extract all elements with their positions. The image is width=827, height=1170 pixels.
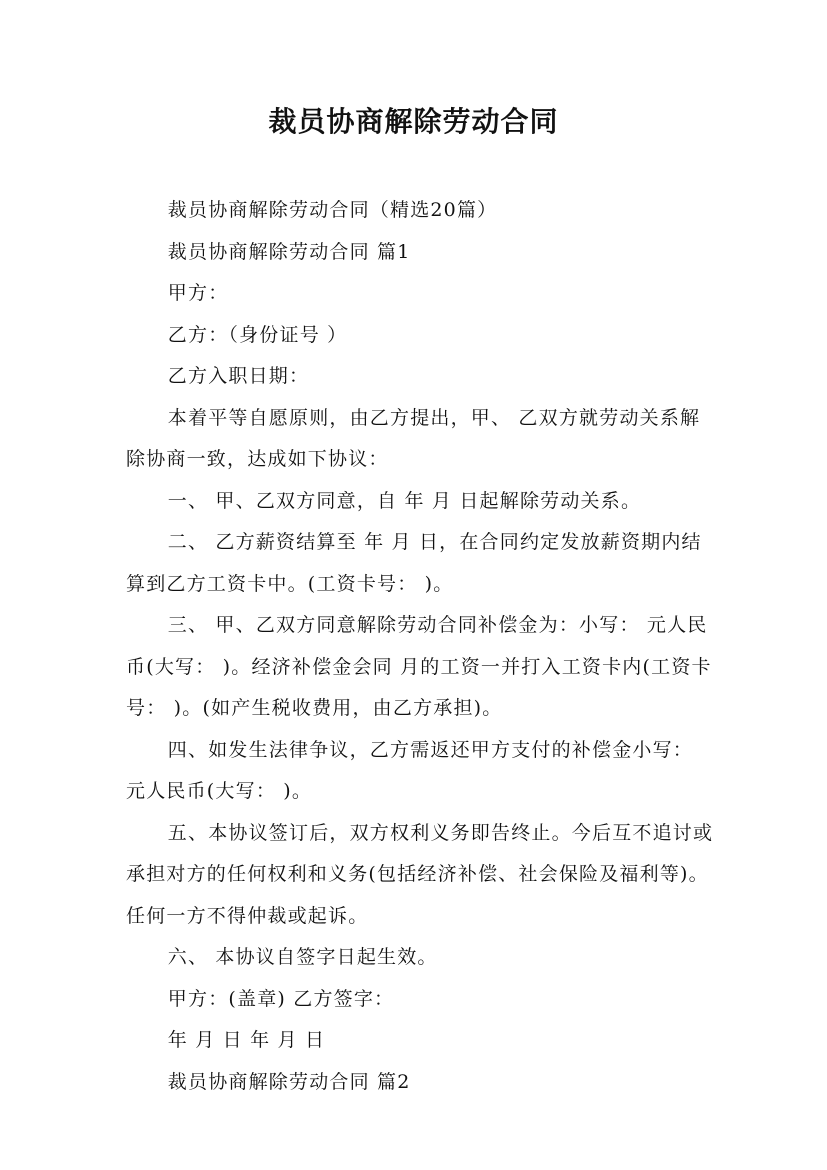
paragraph-collection-heading: 裁员协商解除劳动合同（精选20篇）: [167, 199, 498, 221]
paragraph-clause-3: 三、 甲、乙双方同意解除劳动合同补偿金为：小写： 元人民币(大写： )。经济补偿金会同 月的工资一并打入工资卡内(工资卡号： )。(如产生税收费用，由乙方承担)。: [126, 614, 712, 719]
document-title: 裁员协商解除劳动合同: [268, 105, 559, 138]
paragraph-article-2-heading: 裁员协商解除劳动合同 篇2: [167, 1070, 411, 1093]
paragraph-clause-1: 一、 甲、乙双方同意，自 年 月 日起解除劳动关系。: [167, 489, 642, 512]
paragraph-clause-2: 二、 乙方薪资结算至 年 月 日，在合同约定发放薪资期内结算到乙方工资卡中。(工资卡号： )。: [126, 531, 702, 595]
paragraph-clause-4: 四、如发生法律争议，乙方需返还甲方支付的补偿金小写： 元人民币(大写： )。: [126, 738, 693, 802]
paragraph-article-1-heading: 裁员协商解除劳动合同 篇1: [167, 240, 411, 263]
paragraph-entry-date: 乙方入职日期：: [167, 365, 310, 387]
paragraph-clause-5: 五、本协议签订后，双方权利义务即告终止。今后互不追讨或承担对方的任何权利和义务(包括经济补偿、社会保险及福利等)。任何一方不得仲裁或起诉。: [126, 821, 714, 927]
paragraph-clause-6: 六、 本协议自签字日起生效。: [167, 946, 438, 968]
paragraph-signatures: 甲方：(盖章) 乙方签字：: [167, 987, 395, 1010]
paragraph-preamble: 本着平等自愿原则，由乙方提出，甲、 乙双方就劳动关系解除协商一致，达成如下协议：: [126, 406, 701, 470]
paragraph-party-b: 乙方：（身份证号 ）: [167, 323, 348, 346]
paragraph-party-a: 甲方：: [167, 282, 229, 304]
document-body: [126, 190, 716, 1103]
paragraph-signature-dates: 年 月 日 年 月 日: [167, 1029, 326, 1051]
